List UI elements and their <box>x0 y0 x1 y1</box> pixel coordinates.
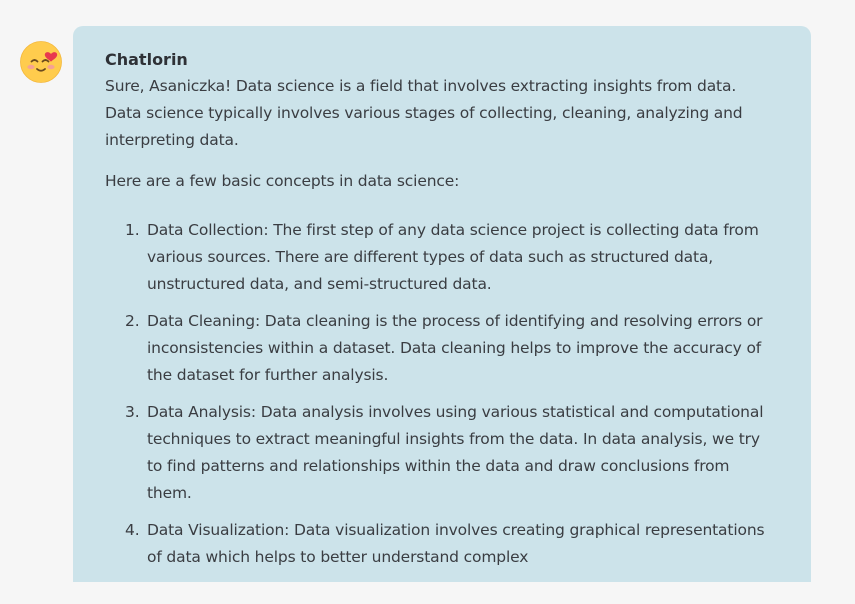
message-paragraph: Sure, Asaniczka! Data science is a field that involves extracting insights from data. Data science typically involves various stages of collecting, cleaning, analyzing and interpreting data. <box>105 77 743 149</box>
smiling-face-with-heart-icon <box>20 41 62 83</box>
bot-avatar <box>20 41 62 83</box>
chat-message-bubble <box>73 26 811 582</box>
sender-name: Chatlorin <box>105 50 188 69</box>
list-item-text: Data Visualization: Data visualization involves creating graphical representations of data which helps to better understand complex <box>147 521 765 566</box>
concepts-list <box>105 217 771 571</box>
list-item <box>125 399 771 507</box>
list-item-number: 2. <box>125 312 140 330</box>
message-paragraph: Here are a few basic concepts in data science: <box>105 172 460 190</box>
list-item <box>125 517 771 571</box>
list-item-text: Data Analysis: Data analysis involves using various statistical and computational techniques to extract meaningful insights from the data. In data analysis, we try to find patterns and relationships within the data and draw conclusions from them. <box>147 403 764 502</box>
list-item-number: 1. <box>125 221 140 239</box>
list-item <box>125 308 771 389</box>
list-item <box>125 217 771 298</box>
list-item-text: Data Cleaning: Data cleaning is the process of identifying and resolving errors or inconsistencies within a dataset. Data cleaning helps to improve the accuracy of the dataset for further analysis. <box>147 312 763 384</box>
list-item-text: Data Collection: The first step of any data science project is collecting data from various sources. There are different types of data such as structured data, unstructured data, and semi-structured data. <box>147 221 759 293</box>
list-item-number: 3. <box>125 403 140 421</box>
list-item-number: 4. <box>125 521 140 539</box>
